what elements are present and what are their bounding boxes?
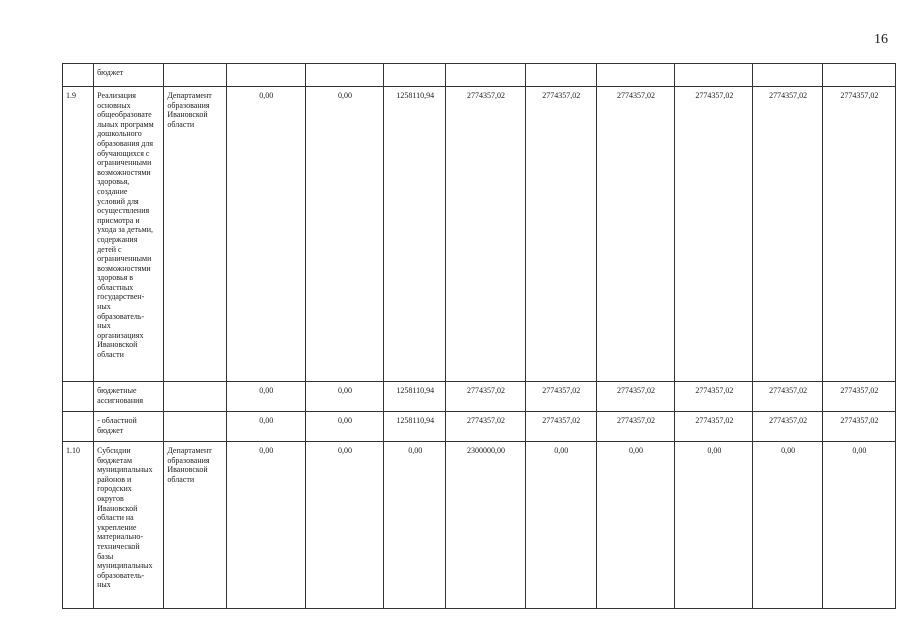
- value-cell: 1258110,94: [384, 382, 446, 412]
- value-cell: [753, 64, 822, 87]
- value-cell: 0,00: [305, 382, 383, 412]
- value-cell: 2774357,02: [525, 382, 596, 412]
- value-cell: 2774357,02: [753, 87, 822, 382]
- value-cell: 2774357,02: [446, 87, 525, 382]
- budget-table: [62, 63, 896, 609]
- value-cell: 2774357,02: [822, 382, 895, 412]
- value-cell: 0,00: [753, 442, 822, 609]
- table-row: [63, 442, 896, 609]
- value-cell: 2774357,02: [822, 87, 895, 382]
- value-cell: 2300000,00: [446, 442, 525, 609]
- row-executor: Департамент образования Ивановской области: [164, 442, 226, 609]
- table-row: [63, 64, 896, 87]
- value-cell: 0,00: [822, 442, 895, 609]
- row-code: 1.9: [63, 87, 94, 382]
- row-executor: Департамент образования Ивановской области: [164, 87, 226, 382]
- value-cell: 0,00: [226, 382, 305, 412]
- value-cell: 2774357,02: [675, 87, 753, 382]
- value-cell: 2774357,02: [675, 382, 753, 412]
- value-cell: 2774357,02: [446, 412, 525, 442]
- value-cell: [226, 64, 305, 87]
- value-cell: 0,00: [596, 442, 674, 609]
- row-name: бюджет: [94, 64, 164, 87]
- row-code: [63, 412, 94, 442]
- value-cell: [305, 64, 383, 87]
- value-cell: 2774357,02: [596, 382, 674, 412]
- row-name: бюджетные ассигнования: [94, 382, 164, 412]
- value-cell: [596, 64, 674, 87]
- value-cell: 2774357,02: [596, 87, 674, 382]
- row-name: - областной бюджет: [94, 412, 164, 442]
- value-cell: 2774357,02: [753, 382, 822, 412]
- row-name: Субсидии бюджетам муниципальных районов и городских округов Ивановской области на укрепление материально- технической базы муниципальных образователь- ных: [94, 442, 164, 609]
- value-cell: [384, 64, 446, 87]
- table-row: [63, 412, 896, 442]
- value-cell: 0,00: [226, 442, 305, 609]
- value-cell: 0,00: [305, 442, 383, 609]
- row-code: 1.10: [63, 442, 94, 609]
- value-cell: [446, 64, 525, 87]
- value-cell: 2774357,02: [525, 412, 596, 442]
- value-cell: 0,00: [525, 442, 596, 609]
- value-cell: 0,00: [305, 87, 383, 382]
- value-cell: [525, 64, 596, 87]
- row-name: Реализация основных общеобразовате льных программ дошкольного образования для обучающихся с ограниченными возможностями здоровья, создание условий для осуществления присмотра и ухода за детьми, содержания детей с ограниченными возможностями здоровья в областных государствен- ных образователь- ных организациях Ивановской области: [94, 87, 164, 382]
- value-cell: 0,00: [305, 412, 383, 442]
- row-executor: [164, 64, 226, 87]
- value-cell: 2774357,02: [675, 412, 753, 442]
- value-cell: 1258110,94: [384, 412, 446, 442]
- value-cell: 0,00: [384, 442, 446, 609]
- table-row: [63, 87, 896, 382]
- value-cell: 0,00: [226, 87, 305, 382]
- row-executor: [164, 412, 226, 442]
- value-cell: 2774357,02: [753, 412, 822, 442]
- value-cell: 0,00: [226, 412, 305, 442]
- value-cell: 0,00: [675, 442, 753, 609]
- value-cell: 1258110,94: [384, 87, 446, 382]
- row-code: [63, 382, 94, 412]
- value-cell: [822, 64, 895, 87]
- page-number: 16: [874, 32, 888, 47]
- row-code: [63, 64, 94, 87]
- value-cell: [675, 64, 753, 87]
- value-cell: 2774357,02: [525, 87, 596, 382]
- row-executor: [164, 382, 226, 412]
- value-cell: 2774357,02: [446, 382, 525, 412]
- value-cell: 2774357,02: [822, 412, 895, 442]
- table-row: [63, 382, 896, 412]
- value-cell: 2774357,02: [596, 412, 674, 442]
